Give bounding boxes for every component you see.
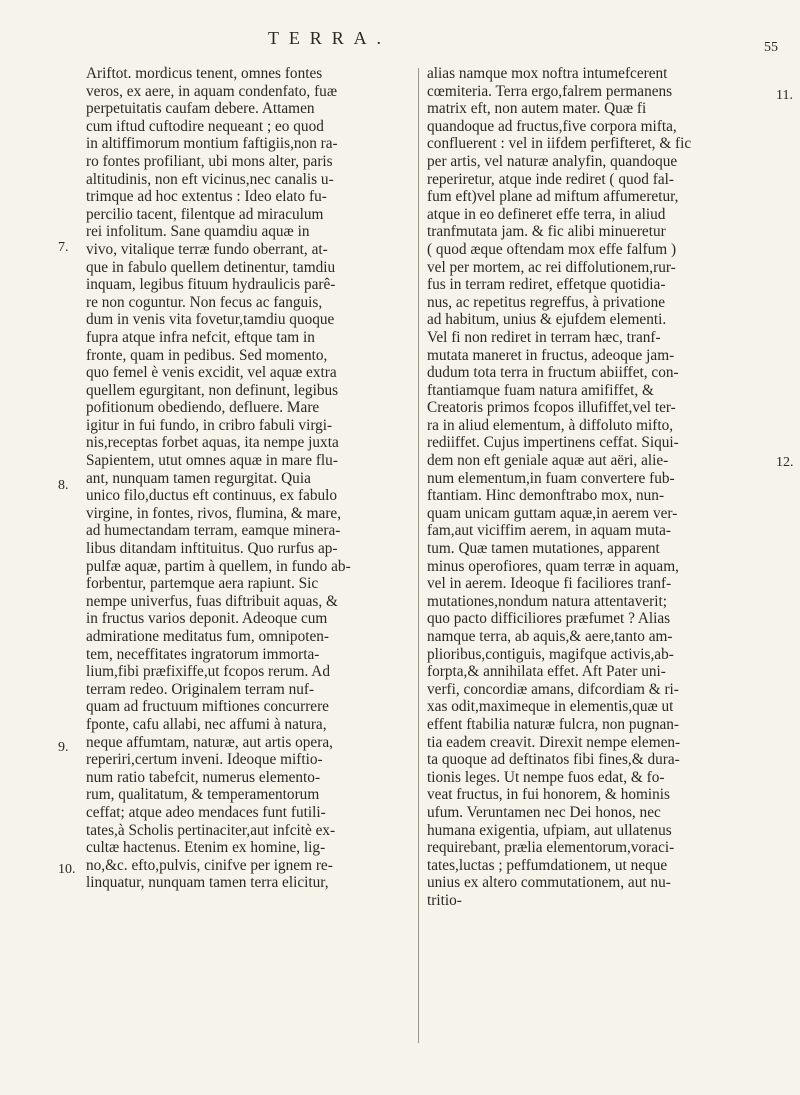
- text-line: Ariftot. mordicus tenent, omnes fontes: [86, 65, 323, 82]
- text-line: tranfmutata jam. & fic alibi minueretur: [427, 223, 666, 241]
- text-line: alias namque mox noftra intumefcerent: [427, 65, 668, 82]
- text-line: cœmiteria. Terra ergo,falrem permanens: [427, 82, 673, 100]
- text-line: xas odit,maximeque in elementis,quæ ut: [427, 698, 674, 716]
- text-line: quandoque ad fructus,five corpora mifta,: [427, 117, 677, 135]
- text-line: vel per mortem, ac rei diffolutionem,rur-: [427, 258, 676, 276]
- text-line: admiratione meditatus fum, omnipoten-: [86, 628, 329, 645]
- margin-number: 8.: [58, 478, 69, 493]
- text-line: fronte, quam in pedibus. Sed momento,: [86, 346, 328, 364]
- text-line: ad humectandam terram, eamque minera-: [86, 522, 341, 540]
- text-line: inquam, legibus fituum hydraulicis parê-: [86, 276, 336, 294]
- text-line: ftantiamque fuam natura amififfet, &: [427, 381, 654, 399]
- text-line: cum iftud cuftodire nequeant ; eo quod: [86, 117, 324, 135]
- text-line: fam,aut viciffim aerem, in aquam muta-: [427, 522, 671, 540]
- text-line: in altiffimorum montium faftigiis,non ra-: [86, 135, 338, 153]
- margin-number: 12.: [776, 455, 794, 470]
- text-line: veat fructus, in fui honorem, & hominis: [427, 786, 671, 804]
- text-line: tionis leges. Ut nempe fuos edat, & fo-: [427, 768, 665, 786]
- text-line: Vel fi non rediret in terram hæc, tranf-: [427, 328, 661, 346]
- text-line: quam ad fructuum miftiones concurrere: [86, 698, 329, 716]
- margin-number: 10.: [58, 862, 76, 877]
- text-line: tritio-: [427, 891, 462, 909]
- text-line: requirebant, prælia elementorum,voraci-: [427, 839, 675, 857]
- text-line: ufum. Veruntamen nec Dei honos, nec: [427, 803, 661, 821]
- text-line: nempe univerfus, fuas diftribuit aquas, &: [86, 592, 338, 610]
- text-line: quellem egurgitant, non definunt, legibus: [86, 381, 339, 399]
- text-line: nus, ac repetitus regreffus, à privatione: [427, 293, 666, 311]
- text-line: quam unicam guttam aquæ,in aerem ver-: [427, 504, 678, 522]
- text-line: num elementum,in fuam convertere fub-: [427, 469, 675, 487]
- text-line: in fructus varios deponit. Adeoque cum: [86, 610, 328, 628]
- text-line: altitudinis, non eft vicinus,nec canalis u-: [86, 170, 334, 188]
- text-line: fponte, cafu allabi, nec affumi à natura,: [86, 715, 327, 733]
- margin-number: 11.: [776, 88, 793, 103]
- text-line: unius ex altero commutationem, aut nu-: [427, 874, 671, 892]
- text-line: ta quoque ad deftinatos fibi fines,& dura-: [427, 751, 680, 769]
- text-line: fum eft)vel plane ad miftum affumeretur,: [427, 188, 679, 206]
- text-line: que in fabulo quellem detinentur, tamdiu: [86, 258, 336, 276]
- text-line: ad habitum, unius & ejufdem elementi.: [427, 311, 667, 329]
- text-line: fupra atque infra nefcit, eftque tam in: [86, 328, 315, 346]
- text-line: perpetuitatis caufam debere. Attamen: [86, 100, 315, 118]
- text-line: lium,fibi præfixiffe,ut fcopos rerum. Ad: [86, 663, 331, 681]
- text-line: no,&c. efto,pulvis, cinifve per ignem re-: [86, 856, 333, 874]
- text-line: forpta,& annihilata effet. Aft Pater uni-: [427, 663, 666, 681]
- text-line: neque affumtam, naturæ, aut artis opera,: [86, 733, 333, 751]
- text-line: plioribus,contiguis, magifque activis,ab-: [427, 645, 674, 663]
- text-line: atque in eo defineret effe terra, in aliud: [427, 205, 666, 223]
- text-line: rum, qualitatum, & temperamentorum: [86, 786, 320, 804]
- text-line: minus operofiores, quam terræ in aquam,: [427, 557, 679, 575]
- text-line: vivo, vitalique terræ fundo oberrant, at-: [86, 240, 328, 258]
- text-line: tum. Quæ tamen mutationes, apparent: [427, 540, 660, 558]
- column-divider: [418, 68, 419, 1043]
- text-line: tates,luctas ; peffumdationem, ut neque: [427, 856, 668, 874]
- text-line: ant, nunquam tamen regurgitat. Quia: [86, 469, 311, 487]
- text-line: confluerent : vel in iifdem perfifteret, & fic: [427, 135, 692, 153]
- text-line: trimque ad hoc extentus : Ideo elato fu-: [86, 188, 327, 206]
- text-line: virgine, in fontes, rivos, flumina, & mare,: [86, 504, 342, 522]
- text-line: libus ditandam inftituitus. Quo rurfus ap-: [86, 540, 338, 558]
- text-line: reperiretur, atque inde rediret ( quod fal-: [427, 170, 674, 188]
- text-line: ( quod æque oftendam mox effe falfum ): [427, 240, 677, 258]
- text-line: verfi, concordiæ amans, difcordiam & ri-: [427, 680, 679, 698]
- left-text-column: [86, 65, 416, 892]
- text-line: reperiri,certum inveni. Ideoque miftio-: [86, 751, 323, 769]
- text-line: linquatur, nunquam tamen terra elicitur,: [86, 874, 329, 892]
- text-line: rei infolitum. Sane quamdiu aquæ in: [86, 223, 310, 241]
- page-number: 55: [764, 40, 778, 55]
- text-line: pulfæ aquæ, partim à quellem, in fundo ab-: [86, 557, 351, 575]
- text-line: humana exigentia, ufpiam, aut ullatenus: [427, 821, 672, 839]
- text-line: quo femel è venis excidit, vel aquæ extra: [86, 364, 337, 382]
- text-line: veros, ex aere, in aquam condenfato, fuæ: [86, 82, 338, 100]
- text-line: cultæ hactenus. Etenim ex homine, lig-: [86, 839, 326, 857]
- text-line: percilio tacent, filentque ad miraculum: [86, 205, 324, 223]
- text-line: tia eadem creavit. Direxit nempe elemen-: [427, 733, 681, 751]
- text-line: igitur in fui fundo, in cribro fabuli virgi-: [86, 416, 333, 434]
- text-line: forbentur, partemque aera rapiunt. Sic: [86, 575, 319, 593]
- text-line: per artis, vel naturæ analyfin, quandoque: [427, 152, 678, 170]
- running-title: TERRA.: [268, 28, 391, 48]
- text-line: fus in terram rediret, effetque quotidia-: [427, 276, 666, 294]
- text-line: namque terra, ab aquis,& aere,tanto am-: [427, 628, 673, 645]
- text-line: ceffat; atque adeo mendaces funt futili-: [86, 803, 326, 821]
- text-line: re non coguntur. Non fecus ac fanguis,: [86, 293, 323, 311]
- text-line: pofitionum obediendo, defluere. Mare: [86, 399, 320, 417]
- text-line: mutata maneret in fructus, adeoque jam-: [427, 346, 675, 364]
- text-line: mutationes,nondum natura attentaverit;: [427, 592, 668, 610]
- text-line: dudum tota terra in fructum abiiffet, con-: [427, 364, 679, 382]
- text-line: ftantiam. Hinc demonftrabo mox, nun-: [427, 487, 665, 505]
- running-header: [0, 18, 800, 54]
- text-line: dem non eft geniale aquæ aut aëri, alie-: [427, 452, 669, 470]
- text-line: matrix eft, non autem mater. Quæ fi: [427, 100, 647, 118]
- text-line: tem, neceffitates ingratorum immorta-: [86, 645, 320, 663]
- margin-number: 7.: [58, 240, 69, 255]
- text-line: terram redeo. Originalem terram nuf-: [86, 680, 315, 698]
- text-line: dum in venis vita fovetur,tamdiu quoque: [86, 311, 335, 329]
- text-line: unico filo,ductus eft continuus, ex fabulo: [86, 487, 338, 505]
- text-line: Creatoris primos fcopos illufiffet,vel ter-: [427, 399, 676, 417]
- text-line: effent ftabilia naturæ fulcra, non pugnan-: [427, 715, 680, 733]
- text-line: num ratio tabefcit, numerus elemento-: [86, 768, 321, 786]
- text-line: tates,à Scholis pertinaciter,aut infcitè ex-: [86, 821, 336, 839]
- text-line: vel in aerem. Ideoque fi faciliores tranf-: [427, 575, 672, 593]
- text-line: quo pacto difficiliores præfumet ? Alias: [427, 610, 671, 628]
- right-text-column: [427, 65, 757, 910]
- text-line: ra in aliud elementum, à diffoluto mifto,: [427, 416, 674, 434]
- text-line: nis,receptas forbet aquas, ita nempe juxta: [86, 434, 339, 452]
- text-line: ro fontes profiliant, ubi mons alter, paris: [86, 152, 333, 170]
- text-line: Sapientem, utut omnes aquæ in mare flu-: [86, 452, 338, 470]
- margin-number: 9.: [58, 740, 69, 755]
- text-line: rediiffet. Cujus impertinens ceffat. Siqui-: [427, 434, 679, 452]
